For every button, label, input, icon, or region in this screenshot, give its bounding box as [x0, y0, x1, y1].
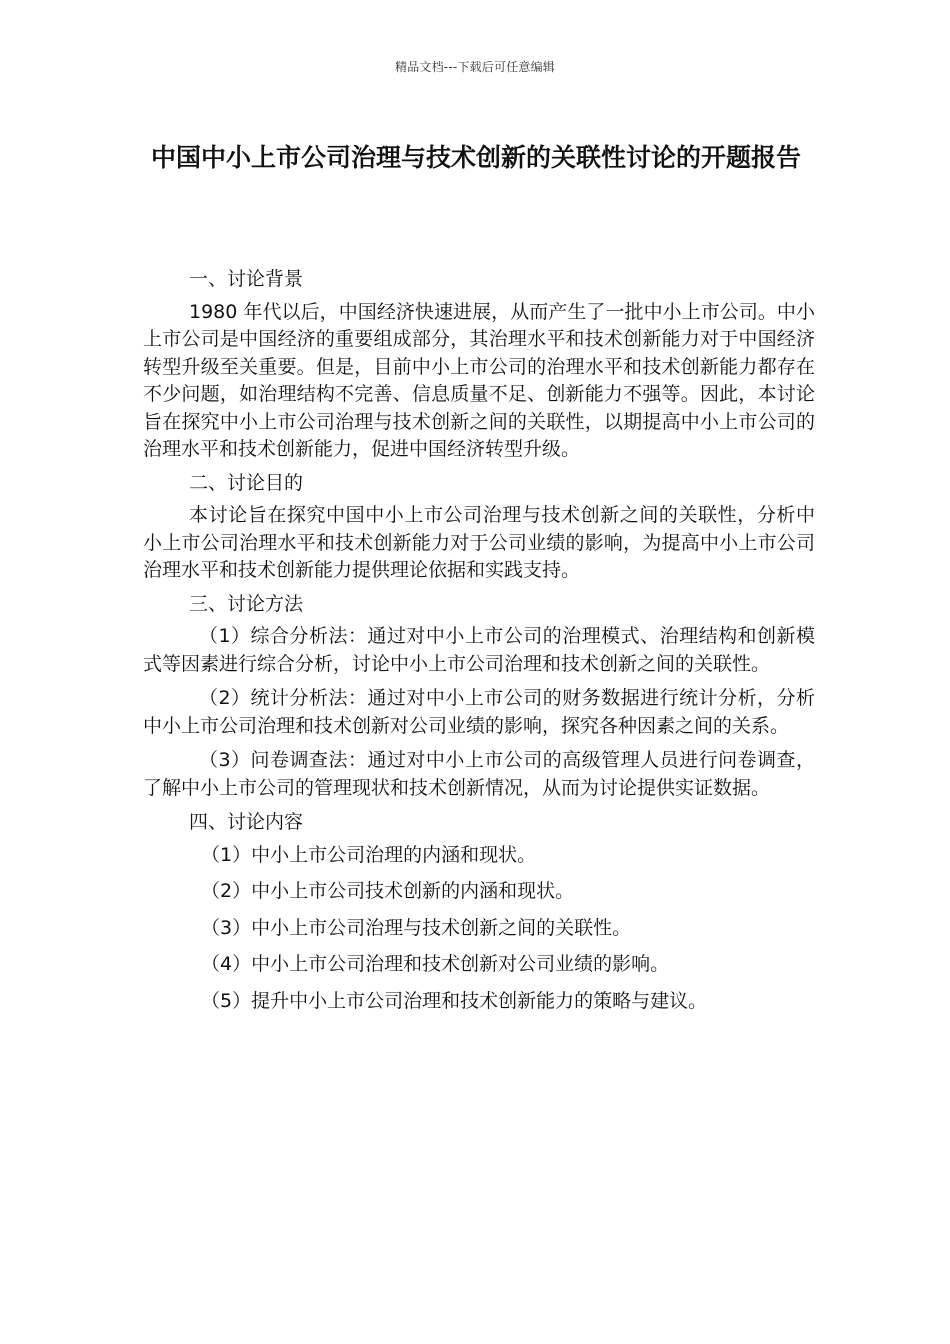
section-heading-purpose: 二、讨论目的 — [189, 471, 304, 494]
content-item: （2）中小上市公司技术创新的内涵和现状。 — [201, 880, 575, 902]
document-body — [143, 266, 815, 1024]
document-title: 中国中小上市公司治理与技术创新的关联性讨论的开题报告 — [150, 143, 801, 172]
method-item: （2）统计分析法：通过对中小上市公司的财务数据进行统计分析，分析中小上市公司治理和技术创新对公司业绩的影响，探究各种因素之间的关系。 — [143, 687, 815, 737]
content-item: （4）中小上市公司治理和技术创新对公司业绩的影响。 — [201, 953, 670, 975]
section-heading-content: 四、讨论内容 — [189, 811, 304, 833]
page-header: 精品文档---下载后可任意编辑 — [395, 60, 555, 74]
method-item: （1）综合分析法：通过对中小上市公司的治理模式、治理结构和创新模式等因素进行综合分析，讨论中小上市公司治理和技术创新之间的关联性。 — [143, 625, 815, 675]
content-item: （1）中小上市公司治理的内涵和现状。 — [201, 843, 537, 866]
purpose-paragraph: 本讨论旨在探究中国中小上市公司治理与技术创新之间的关联性，分析中小上市公司治理水平和技术创新能力对于公司业绩的影响，为提高中小上市公司治理水平和技术创新能力提供理论依据和实践支持。 — [143, 504, 815, 581]
content-item: （3）中小上市公司治理与技术创新之间的关联性。 — [201, 916, 632, 939]
background-paragraph: 1980 年代以后，中国经济快速进展，从而产生了一批中小上市公司。中小上市公司是中国经济的重要组成部分，其治理水平和技术创新能力对于中国经济转型升级至关重要。但是，目前中小上市公司的治理水平和技术创新能力都存在不少问题，如治理结构不完善、信息质量不足、创新能力不强等。因此，本讨论旨在探究中小上市公司治理与技术创新之间的关联性，以期提高中小上市公司的治理水平和技术创新能力，促进中国经济转型升级。 — [143, 300, 815, 460]
method-item: （3）问卷调查法：通过对中小上市公司的高级管理人员进行问卷调查，了解中小上市公司的管理现状和技术创新情况，从而为讨论提供实证数据。 — [143, 749, 815, 799]
section-heading-background: 一、讨论背景 — [189, 268, 304, 290]
section-heading-methods: 三、讨论方法 — [189, 592, 304, 615]
content-item: （5）提升中小上市公司治理和技术创新能力的策略与建议。 — [201, 989, 708, 1012]
